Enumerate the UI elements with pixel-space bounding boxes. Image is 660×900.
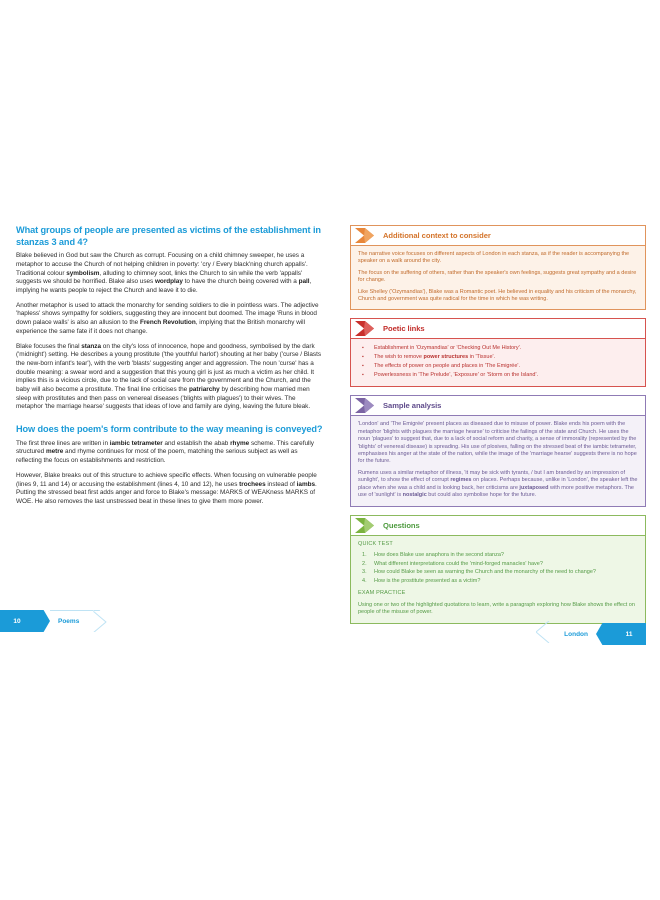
- body-paragraph-2: Another metaphor is used to attack the monarchy for sending soldiers to die in pointless wars. The adjective 'hapless' shows sympathy for soldiers, suggesting they are innocent but doomed. The image 'Runs in blood down palace walls' is also an allusion to the French Revolution, implying that the British monarchy will experience the same fate if it does not change.: [16, 301, 319, 335]
- panel-poetic-links: [350, 318, 646, 387]
- exam-practice-text: Using one or two of the highlighted quotations to learn, write a paragraph exploring how Blake shows the effect on people of the misuse of power.: [358, 601, 635, 616]
- panel-additional-context: [350, 225, 646, 310]
- chevron-right-icon: [355, 398, 375, 413]
- exam-practice-label: EXAM PRACTICE: [358, 590, 406, 597]
- page-number-right: 11: [612, 623, 646, 645]
- question-heading-2: How does the poem's form contribute to the way meaning is conveyed?: [16, 424, 323, 435]
- body-paragraph-5: However, Blake breaks out of this structure to achieve specific effects. When focusing on vulnerable people (lines 9, 11 and 14) or accusing the establishment (lines 4, 10 and 12), he uses trochees instead of iambs. Putting the stressed beat first adds anger and force to Blake's message: MARKS of WEAKness MARKS of WOE. He also removes the last unstressed beat in these lines to give them more power.: [16, 471, 317, 505]
- panel-header-additional-context: [351, 226, 645, 246]
- panel-body-additional-context: [351, 246, 645, 309]
- right-page-column: [350, 225, 646, 632]
- panel-title-additional-context: Additional context to consider: [383, 231, 491, 240]
- panel-header-questions: [351, 516, 645, 536]
- context-paragraph: The narrative voice focuses on different aspects of London in each stanza, as if the reader is accompanying the speaker on a walk around the city.: [358, 251, 630, 265]
- question-heading-1: What groups of people are presented as victims of the establishment in stanzas 3 and 4?: [16, 225, 321, 247]
- page-number-left: 10: [0, 610, 34, 632]
- panel-title-poetic-links: Poetic links: [383, 324, 425, 334]
- list-item: How is the prostitute presented as a victim?: [374, 577, 481, 584]
- footer-section-label-left: Poems: [50, 610, 93, 633]
- body-paragraph-4: The first three lines are written in iambic tetrameter and establish the abab rhyme scheme. This carefully structured metre and rhyme continues for most of the poem, matching the serious subject as well as reflecting the focus on establishments and restriction.: [16, 439, 314, 465]
- footer-section-label-right: London: [564, 630, 588, 638]
- footer-chevron-outline-icon: [536, 621, 550, 648]
- two-page-spread: [0, 225, 660, 665]
- quick-test-list: [358, 552, 638, 585]
- panel-body-poetic-links: [351, 339, 645, 386]
- footer-right: [536, 623, 646, 645]
- quick-test-label: QUICK TEST: [358, 540, 393, 547]
- panel-body-questions: [351, 536, 645, 623]
- footer-left: [0, 610, 107, 632]
- footer-arrow-icon: [34, 610, 50, 632]
- list-item: ▪ Powerlessness in 'The Prelude', 'Exposure' or 'Storm on the Island'.: [358, 371, 638, 380]
- footer-chevron-outline-icon: [93, 610, 107, 632]
- list-item: What different interpretations could the 'mind-forged manacles' have?: [374, 560, 543, 567]
- footer-arrow-icon: [596, 623, 612, 645]
- chevron-right-icon: [355, 228, 375, 243]
- body-paragraph-1: Blake believed in God but saw the Church as corrupt. Focusing on a child chimney sweeper, he uses a metaphor to accuse the Church of not helping children in poverty: 'cry / Every black'ning church appalls'. Traditional colour symbolism, alluding to chimney soot, links the Church to sin while the verb 'appalls' suggests we should be horrified. Blake also uses wordplay to have the church being covered with a pall, implying he wants people to reject the Church and leave it to die.: [16, 252, 312, 294]
- chevron-right-icon: [355, 321, 375, 336]
- list-item: How does Blake use anaphora in the second stanza?: [374, 551, 504, 558]
- panel-header-poetic-links: [351, 319, 645, 339]
- chevron-right-icon: [355, 518, 375, 533]
- panel-body-sample-analysis: [351, 416, 645, 505]
- body-paragraph-3: Blake focuses the final stanza on the city's loss of innocence, hope and goodness, symbolised by the dark ('midnight') setting. He describes a young prostitute ('the youthful harlot') shouting at her baby ('curse / Blasts the new-born infant's tear'), with the verb 'blasts' suggesting anger and aggression. The noun 'curse' has a double meaning: a swear word and a suggestion that this young girl is just as much a victim as her child. It implies this is a vicious circle, due to the lack of social care from the government and the Church, and the baby will also become a prostitute. The final line criticises the patriarchy by describing how married men sleep with prostitutes and then pass on venereal diseases ('blights with plagues') to their wives. The metaphor 'the marriage hearse' suggests that ideas of love and family are dying, leaving the future bleak.: [16, 342, 322, 411]
- poetic-links-list: [358, 344, 638, 380]
- panel-header-sample-analysis: [351, 396, 645, 416]
- panel-title-sample-analysis: Sample analysis: [383, 401, 442, 411]
- panel-questions: [350, 515, 646, 624]
- context-paragraph: Like Shelley ('Ozymandias'), Blake was a Romantic poet. He believed in equality and his criticism of the monarchy, Church and government was quite radical for the time in which he was writing.: [358, 288, 637, 303]
- list-item: How could Blake be seen as warning the Church and the monarchy of the need to change?: [374, 569, 596, 576]
- list-item: ▪ The wish to remove power structures in 'Tissue'.: [358, 353, 638, 362]
- list-item: ▪ The effects of power on people and places in 'The Emigrée'.: [358, 362, 638, 371]
- panel-title-questions: Questions: [383, 520, 420, 530]
- sample-analysis-paragraph: Rumens uses a similar metaphor of illness, 'it may be sick with tyrants, / but I am branded by an impression of sunlight', to show the effect of corrupt regimes on places. Perhaps because, unlike in 'London', the speaker left the place when she was a child and is looking back, her criticisms are juxtaposed with more positive metaphors. The use of 'sunlight' is nostalgic but could also symbolise hope for the future.: [358, 469, 638, 499]
- context-paragraph: The focus on the suffering of others, rather than the speaker's own feelings, suggests great sympathy and a desire for change.: [358, 269, 637, 284]
- list-item: ▪ Establishment in 'Ozymandias' or 'Checking Out Me History'.: [358, 344, 638, 353]
- panel-sample-analysis: [350, 395, 646, 506]
- sample-analysis-paragraph: 'London' and 'The Emigrée' present places as diseased due to misuse of power. Blake ends his poem with the metaphor 'blights with plagues the marriage hearse' to criticise the failings of the state and Church. He uses the noun 'plagues' to suggest that, due to a lack of social reform and charity, a sense of immorality (represented by the 'blights' of venereal disease) is spreading. His use of plosives, falling on the stressed beat of the iambic tetrameter, emphasises his anger at the state of the nation, while the image of the 'marriage hearse' suggests there is no hope for the future.: [358, 421, 637, 465]
- left-page-column: [16, 225, 324, 513]
